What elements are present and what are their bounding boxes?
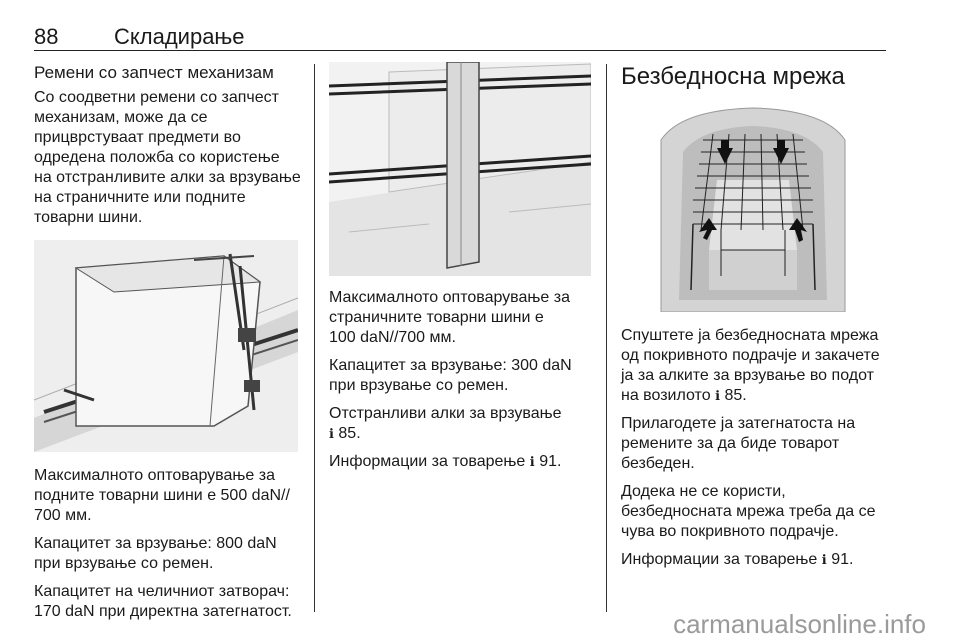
column-divider xyxy=(606,64,607,612)
floor-rail-load-text: Максималното оптоварување за подните товарни шини е 500 daN// 700 мм. xyxy=(34,467,290,524)
page-reference-link[interactable]: 85. xyxy=(338,425,361,442)
loading-info-reference: Информации за товарење ℹ 91. xyxy=(621,551,854,568)
page-header xyxy=(34,22,886,51)
column-safety-net xyxy=(621,62,885,578)
column-divider xyxy=(314,64,315,612)
page-reference-link[interactable]: 85. xyxy=(724,387,747,404)
lashing-capacity-text: Капацитет за врзување: 300 daN при врзување со ремен. xyxy=(329,357,572,394)
column-ratchet-straps xyxy=(34,62,302,630)
side-rail-illustration xyxy=(329,62,591,276)
page-number: 88 xyxy=(34,24,59,49)
adjust-tension-text: Прилагодете ја затегнатоста на ремените за да биде товарот безбеден. xyxy=(621,415,856,472)
section-heading: Ремени со запчест механизам xyxy=(34,63,274,82)
lower-net-text: Спуштете ја безбедносната мрежа од покривното подрачје и закачете ја за алките за врзување во подот на возилото ℹ 85. xyxy=(621,327,880,404)
page-reference-icon: ℹ xyxy=(529,454,535,469)
page-reference-icon: ℹ xyxy=(715,388,721,403)
storage-text: Додека не се користи, безбедносната мрежа треба да се чува во покривното подрачје. xyxy=(621,483,876,540)
page-reference-icon: ℹ xyxy=(821,552,827,567)
page-reference-link[interactable]: 91. xyxy=(831,551,854,568)
lashing-capacity-text: Капацитет за врзување: 800 daN при врзување со ремен. xyxy=(34,535,277,572)
page-reference-link[interactable]: 91. xyxy=(539,453,562,470)
ratchet-strap-illustration xyxy=(34,240,298,452)
loading-info-reference: Информации за товарење ℹ 91. xyxy=(329,453,562,470)
intro-paragraph: Со соодветни ремени со запчест механизам, може да се прицврстуваат предмети во одредена положба со користење на отстранливите алки за врзување на страничните или подните товарни шини. xyxy=(34,89,301,226)
column-side-rails xyxy=(329,62,591,480)
side-rail-load-text: Максималното оптоварување за страничните товарни шини е 100 daN//700 мм. xyxy=(329,289,570,346)
steel-buckle-capacity-text: Капацитет на челичниот затворач: 170 daN при директна затегнатост. xyxy=(34,583,292,620)
page-reference-icon: ℹ xyxy=(329,426,334,441)
lashing-eyes-reference: Отстранливи алки за врзување ℹ 85. xyxy=(329,405,562,442)
safety-net-illustration xyxy=(621,100,885,312)
chapter-title: Складирање xyxy=(114,24,245,49)
section-heading: Безбедносна мрежа xyxy=(621,63,845,90)
watermark: carmanualsonline.info xyxy=(673,609,926,639)
